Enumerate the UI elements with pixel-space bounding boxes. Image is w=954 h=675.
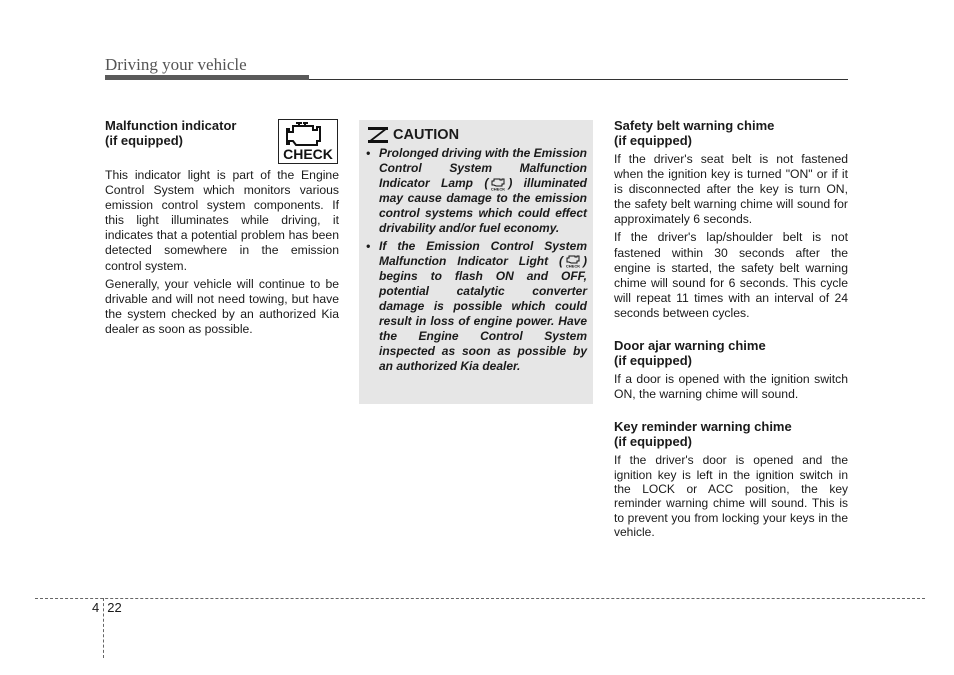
safety-belt-para-1: If the driver's seat belt is not fastened when the ignition key is turned "ON" or if it is disconnected after the key is turn ON, the safety belt warning chime will sound for approximately 6 seconds. <box>614 152 848 227</box>
mini-check-icon <box>565 254 581 268</box>
door-ajar-para: If a door is opened with the ignition switch ON, the warning chime will sound. <box>614 372 848 402</box>
footer-dashed-rule <box>35 598 925 599</box>
malfunction-body <box>105 168 339 340</box>
engine-check-icon <box>278 119 338 164</box>
malfunction-heading-line2: (if equipped) <box>105 133 183 148</box>
caution-pencil-icon <box>368 127 388 143</box>
header-bar <box>105 75 309 80</box>
caution-item-1: • Prolonged driving with the Emission Control System Malfunction Indicator Lamp ( CHECK ) illuminated may cause damage to the emission control systems which could effect drivability and/or fuel economy. <box>366 146 588 236</box>
chapter-number: 4 <box>92 600 100 615</box>
malfunction-para-2: Generally, your vehicle will continue to be drivable and will not need towing, but have the system checked by an authorized Kia dealer as soon as possible. <box>105 276 339 336</box>
key-reminder-para: If the driver's door is opened and the ignition key is left in the ignition switch in the LOCK or ACC position, the key reminder warning chime will sound. This is to prevent you from locking your keys in the vehicle. <box>614 453 848 540</box>
page-number <box>92 600 122 615</box>
caution-list <box>366 146 587 376</box>
right-column <box>614 118 848 543</box>
svg-text:CHECK: CHECK <box>565 263 581 269</box>
header-rule <box>309 79 848 80</box>
bullet: • <box>366 146 371 160</box>
section-title: Driving your vehicle <box>105 55 247 74</box>
caution-title <box>368 127 459 143</box>
mini-check-icon <box>490 177 506 191</box>
malfunction-heading <box>105 118 275 148</box>
bullet: • <box>366 238 371 253</box>
key-reminder-heading: Key reminder warning chime (if equipped) <box>614 419 792 450</box>
malfunction-heading-line1: Malfunction indicator <box>105 118 237 133</box>
safety-belt-para-2: If the driver's lap/shoulder belt is not fastened within 30 seconds after the engine is started, the safety belt warning chime will sound for 6 seconds. This cycle will repeat 11 times with an interval of 24 seconds between cycles. <box>614 230 848 320</box>
malfunction-para-1: This indicator light is part of the Engine Control System which monitors various emission control system components. If this light illuminates while driving, it indicates that a potential problem has been detected somewhere in the emission control system. <box>105 168 339 273</box>
caution-item-2: • If the Emission Control System Malfunction Indicator Light ( CHECK ) begins to flash ON and OFF, potential catalytic converter damage is possible which could result in loss of engine power. Have the Engine Control System inspected as soon as possible by an authorized Kia dealer. <box>366 238 587 374</box>
svg-text:CHECK: CHECK <box>491 186 506 192</box>
check-icon-label: CHECK <box>283 146 333 162</box>
caution-title-text: CAUTION <box>393 127 460 143</box>
safety-belt-heading: Safety belt warning chime (if equipped) <box>614 118 775 148</box>
door-ajar-heading: Door ajar warning chime (if equipped) <box>614 338 766 369</box>
page-number-value: 22 <box>107 600 122 615</box>
